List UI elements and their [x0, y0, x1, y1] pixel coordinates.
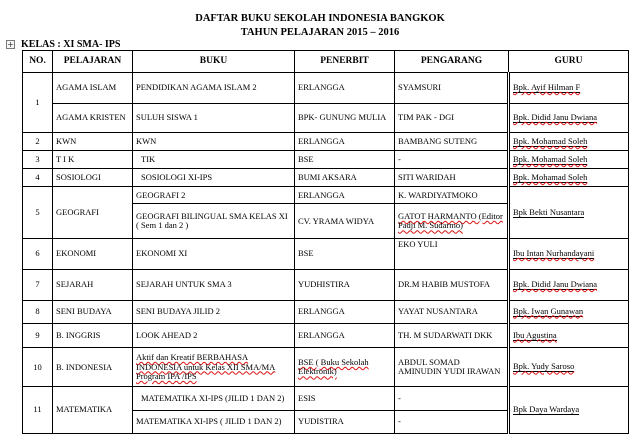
header-guru: GURU: [509, 51, 629, 73]
cell-pelajaran: T I K: [53, 151, 133, 169]
cell-buku: GEOGRAFI BILINGUAL SMA KELAS XI ( Sem 1 dan 2 ): [133, 204, 295, 239]
guru-name: Bpk. Yudy Saroso: [513, 361, 575, 372]
row-no: 9: [23, 323, 53, 347]
cell-pengarang: K. WARDIYATMOKO: [395, 187, 509, 204]
cell-buku: EKONOMI XI: [133, 239, 295, 270]
guru-name: Bpk. Mohamad Soleh: [513, 171, 588, 182]
guru-name: Ibu Intan Nurhandayani: [513, 248, 595, 259]
cell-penerbit: ERLANGGA: [295, 73, 395, 104]
guru-name: Bpk. Ayif Hilman F: [513, 82, 581, 93]
cell-pelajaran: B. INDONESIA: [53, 348, 133, 387]
table-row: [23, 269, 629, 300]
cell-guru: [509, 323, 629, 347]
document-subtitle: TAHUN PELAJARAN 2015 – 2016: [240, 27, 400, 38]
cell-pelajaran: GEOGRAFI: [53, 187, 133, 239]
cell-penerbit: BSE: [295, 239, 395, 270]
cell-buku: SENI BUDAYA JILID 2: [133, 300, 295, 323]
guru-name: Bpk. Mohamad Soleh: [513, 153, 588, 164]
pengarang-text: GATOT HARMANTO (Editor Padji M. Sudarmo): [398, 210, 503, 231]
guru-name: Bpk. Iwan Gunawan: [513, 305, 584, 316]
table-row: [23, 151, 629, 169]
cell-pelajaran: EKONOMI: [53, 239, 133, 270]
document-title: DAFTAR BUKU SEKOLAH INDONESIA BANGKOK: [195, 13, 445, 24]
cell-pengarang: DR.M HABIB MUSTOFA: [395, 269, 509, 300]
cell-pengarang: SITI WARIDAH: [395, 169, 509, 187]
cell-guru: [509, 239, 629, 270]
cell-guru: [509, 187, 629, 239]
row-no: 5: [23, 187, 53, 239]
cell-pelajaran: AGAMA KRISTEN: [53, 103, 133, 133]
cell-buku: LOOK AHEAD 2: [133, 323, 295, 347]
cell-buku: TIK: [133, 151, 295, 169]
guru-name: Bpk. Didid Janu Dwiana: [513, 112, 598, 123]
table-row: [23, 323, 629, 347]
header-pelajaran: PELAJARAN: [53, 51, 133, 73]
row-no: 1: [23, 73, 53, 133]
table-header-row: [23, 51, 629, 73]
table-row: [23, 300, 629, 323]
cell-penerbit: YUDISTIRA: [295, 410, 395, 433]
cell-pelajaran: KWN: [53, 133, 133, 151]
cell-pengarang: BAMBANG SUTENG: [395, 133, 509, 151]
cell-pengarang: TIM PAK - DGI: [395, 103, 509, 133]
header-no: NO.: [23, 51, 53, 73]
row-no: 3: [23, 151, 53, 169]
kelas-label: KELAS : XI SMA- IPS: [21, 39, 121, 50]
cell-buku: GEOGRAFI 2: [133, 187, 295, 204]
cell-penerbit: BUMI AKSARA: [295, 169, 395, 187]
cell-penerbit: ERLANGGA: [295, 323, 395, 347]
cell-penerbit: YUDHISTIRA: [295, 269, 395, 300]
cell-guru: [509, 300, 629, 323]
cell-penerbit: BSE: [295, 151, 395, 169]
table-row: [23, 239, 629, 270]
table-row: [23, 169, 629, 187]
table-row: [23, 133, 629, 151]
cell-penerbit: BPK- GUNUNG MULIA: [295, 103, 395, 133]
cell-guru: [509, 73, 629, 104]
guru-name: Bpk. Didid Janu Dwiana: [513, 278, 598, 289]
row-no: 2: [23, 133, 53, 151]
table-row: [23, 348, 629, 387]
cell-guru: [509, 169, 629, 187]
cell-penerbit: CV. YRAMA WIDYA: [295, 204, 395, 239]
cell-guru: [509, 269, 629, 300]
cell-guru: [509, 133, 629, 151]
header-pengarang: PENGARANG: [395, 51, 509, 73]
table-row: [23, 187, 629, 204]
guru-name: Bpk Bekti Nusantara: [513, 206, 585, 217]
cell-pelajaran: B. INGGRIS: [53, 323, 133, 347]
guru-name: Bpk Daya Wardaya: [513, 404, 580, 415]
cell-pengarang: EKO YULI: [395, 239, 509, 270]
table-row: [23, 103, 629, 133]
cell-pengarang: TH. M SUDARWATI DKK: [395, 323, 509, 347]
header-buku: BUKU: [133, 51, 295, 73]
cell-pengarang: [395, 204, 509, 239]
cell-pelajaran: SEJARAH: [53, 269, 133, 300]
cell-buku: SULUH SISWA 1: [133, 103, 295, 133]
cell-penerbit: ERLANGGA: [295, 187, 395, 204]
cell-penerbit: [295, 348, 395, 387]
guru-name: Ibu Agustina: [513, 329, 557, 340]
buku-text: Aktif dan Kreatif BERBAHASA INDONESIA untuk Kelas XII SMA/MA Program IPA /IPS: [136, 352, 276, 382]
guru-name: Bpk. Mohamad Soleh: [513, 135, 588, 146]
cell-pengarang: -: [395, 387, 509, 410]
cell-buku: KWN: [133, 133, 295, 151]
cell-guru: [509, 103, 629, 133]
cell-buku: SEJARAH UNTUK SMA 3: [133, 269, 295, 300]
header-penerbit: PENERBIT: [295, 51, 395, 73]
cell-pelajaran: AGAMA ISLAM: [53, 73, 133, 104]
cell-pelajaran: SENI BUDAYA: [53, 300, 133, 323]
table-move-handle-icon[interactable]: +: [7, 40, 14, 49]
cell-buku: MATEMATIKA XI-IPS ( JILID 1 DAN 2): [133, 410, 295, 433]
cell-buku: [133, 348, 295, 387]
cell-guru: [509, 348, 629, 387]
row-no: 7: [23, 269, 53, 300]
row-no: 10: [23, 348, 53, 387]
cell-penerbit: ERLANGGA: [295, 300, 395, 323]
table-row: [23, 73, 629, 104]
cell-pengarang: SYAMSURI: [395, 73, 509, 104]
row-no: 6: [23, 239, 53, 270]
penerbit-text: BSE ( Buku Sekolah Elektronik): [298, 356, 369, 377]
cell-guru: [509, 387, 629, 434]
cell-pengarang: -: [395, 151, 509, 169]
cell-penerbit: ESIS: [295, 387, 395, 410]
cell-pengarang: -: [395, 410, 509, 433]
cell-guru: [509, 151, 629, 169]
row-no: 11: [23, 387, 53, 434]
row-no: 8: [23, 300, 53, 323]
cell-pelajaran: MATEMATIKA: [53, 387, 133, 434]
cell-pelajaran: SOSIOLOGI: [53, 169, 133, 187]
row-no: 4: [23, 169, 53, 187]
cell-penerbit: ERLANGGA: [295, 133, 395, 151]
cell-pengarang: YAYAT NUSANTARA: [395, 300, 509, 323]
cell-buku: SOSIOLOGI XI-IPS: [133, 169, 295, 187]
cell-buku: PENDIDIKAN AGAMA ISLAM 2: [133, 73, 295, 104]
book-list-table: [22, 50, 629, 434]
cell-pengarang: ABDUL SOMAD AMINUDIN YUDI IRAWAN: [395, 348, 509, 387]
table-row: [23, 387, 629, 410]
cell-buku: MATEMATIKA XI-IPS (JILID 1 DAN 2): [133, 387, 295, 410]
